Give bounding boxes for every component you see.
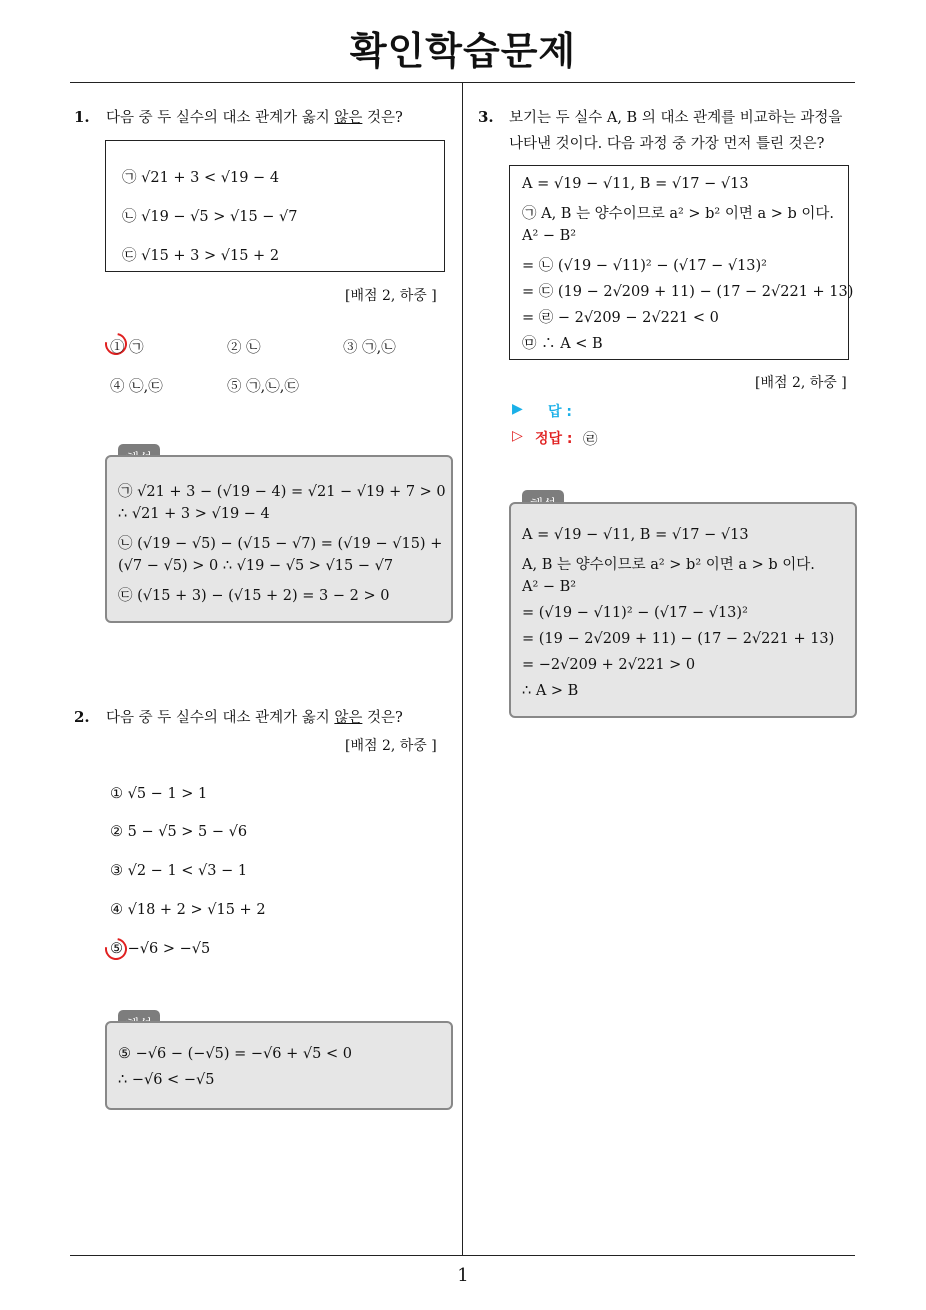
question-text: 다음 중 두 실수의 대소 관계가 옳지 않은 것은?	[106, 710, 403, 726]
box-line: = ㉣ − 2√209 − 2√221 < 0	[522, 310, 719, 326]
solution-line: ∴ √21 + 3 > √19 − 4	[118, 506, 270, 522]
solution-line: ⑤ −√6 − (−√5) = −√6 + √5 < 0	[118, 1046, 352, 1062]
box-line: = ㉡ (√19 − √11)² − (√17 − √13)²	[522, 258, 767, 274]
score-meta: [배점 2, 하중 ]	[755, 375, 847, 391]
solution-line: = (19 − 2√209 + 11) − (17 − 2√221 + 13)	[522, 631, 835, 647]
choice-4[interactable]: ④ ㉡,㉢	[110, 379, 163, 395]
score-meta: [배점 2, 하중 ]	[345, 738, 437, 754]
choice-2[interactable]: ② 5 − √5 > 5 − √6	[110, 824, 248, 840]
box-line: ㉡ √19 − √5 > √15 − √7	[122, 209, 298, 225]
underlined-word: 않은	[334, 710, 363, 726]
choice-5[interactable]: ⑤ ㉠,㉡,㉢	[227, 379, 299, 395]
choice-1[interactable]: ① ㉠	[110, 340, 144, 356]
choice-5[interactable]: ⑤ −√6 > −√5	[110, 941, 211, 957]
solution-line: A² − B²	[522, 579, 577, 595]
column-divider	[462, 82, 463, 1255]
choice-4[interactable]: ④ √18 + 2 > √15 + 2	[110, 902, 266, 918]
choice-3[interactable]: ③ ㉠,㉡	[343, 340, 396, 356]
solution-line: A, B 는 양수이므로 a² > b² 이면 a > b 이다.	[522, 557, 815, 573]
box-line: A² − B²	[522, 228, 577, 244]
solution-line: = −2√209 + 2√221 > 0	[522, 657, 696, 673]
box-line: = ㉢ (19 − 2√209 + 11) − (17 − 2√221 + 13)	[522, 284, 854, 300]
solution-line: ㉢ (√15 + 3) − (√15 + 2) = 3 − 2 > 0	[118, 588, 390, 604]
solution-box	[105, 455, 453, 623]
question-text-line-2: 나타낸 것이다. 다음 과정 중 가장 먼저 틀린 것은?	[509, 136, 825, 152]
question-text: 다음 중 두 실수의 대소 관계가 옳지 않은 것은?	[106, 110, 403, 126]
score-meta: [배점 2, 하중 ]	[345, 288, 437, 304]
solution-line: ∴ A > B	[522, 683, 579, 699]
choice-2[interactable]: ② ㉡	[227, 340, 261, 356]
box-line: ㉤ ∴ A < B	[522, 336, 603, 352]
play-filled-icon: ▶	[512, 401, 523, 417]
play-outline-icon: ▷	[512, 428, 523, 444]
box-line: ㉠ √21 + 3 < √19 − 4	[122, 170, 280, 186]
solution-line: ㉠ √21 + 3 − (√19 − 4) = √21 − √19 + 7 > 0	[118, 484, 446, 500]
solution-line: ∴ −√6 < −√5	[118, 1072, 215, 1088]
solution-line: (√7 − √5) > 0 ∴ √19 − √5 > √15 − √7	[118, 558, 394, 574]
solution-line: A = √19 − √11, B = √17 − √13	[522, 527, 749, 543]
bottom-rule	[70, 1255, 855, 1256]
choice-3[interactable]: ③ √2 − 1 < √3 − 1	[110, 863, 248, 879]
solution-line: = (√19 − √11)² − (√17 − √13)²	[522, 605, 748, 621]
condition-box	[105, 140, 445, 272]
question-number: 1.	[74, 108, 90, 126]
choice-1[interactable]: ① √5 − 1 > 1	[110, 786, 208, 802]
correct-answer-value: ㉣	[583, 432, 598, 448]
solution-box	[105, 1021, 453, 1110]
underlined-word: 않은	[334, 110, 363, 126]
solution-box	[509, 502, 857, 718]
page-title: 확인학습문제	[349, 29, 577, 73]
box-line: ㉠ A, B 는 양수이므로 a² > b² 이면 a > b 이다.	[522, 206, 835, 222]
correct-answer-label: 정답 :	[535, 431, 573, 447]
process-box	[509, 165, 854, 360]
solution-line: ㉡ (√19 − √5) − (√15 − √7) = (√19 − √15) +	[118, 536, 443, 552]
page-number: 1	[457, 1265, 469, 1286]
box-line: ㉢ √15 + 3 > √15 + 2	[122, 248, 280, 264]
box-line: A = √19 − √11, B = √17 − √13	[522, 176, 749, 192]
answer-label: 답 :	[548, 404, 572, 420]
question-text-line-1: 보기는 두 실수 A, B 의 대소 관계를 비교하는 과정을	[509, 110, 843, 126]
question-number: 3.	[478, 108, 494, 126]
question-number: 2.	[74, 708, 90, 726]
